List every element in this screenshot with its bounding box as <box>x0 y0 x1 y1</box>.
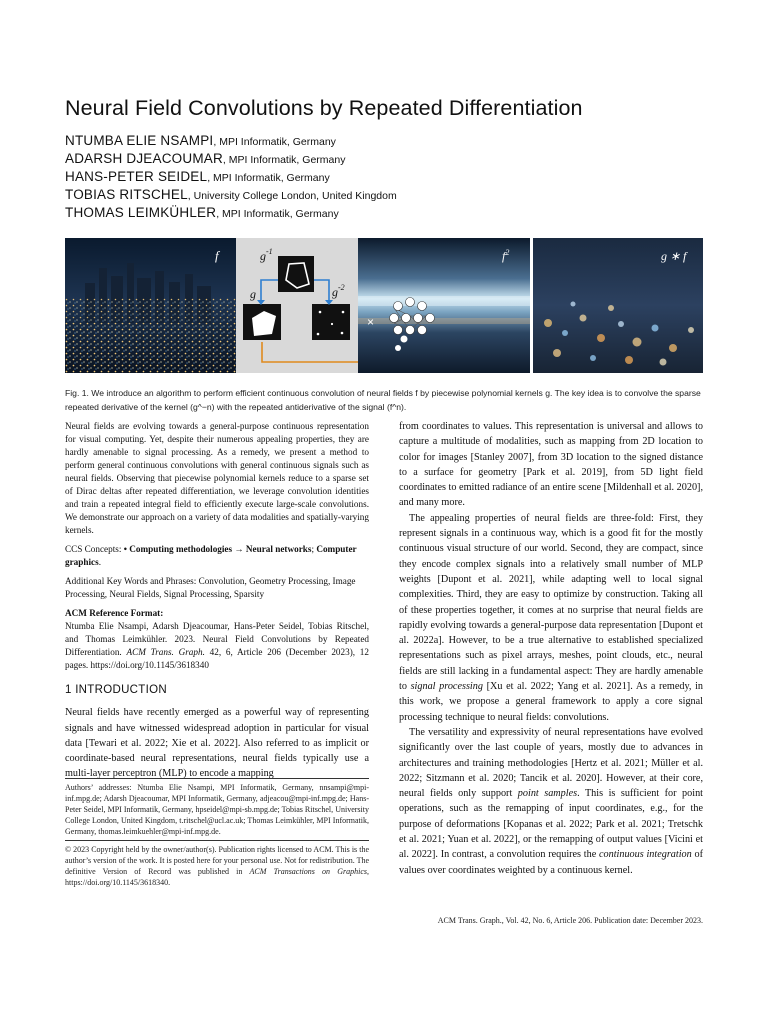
author-affiliation: , MPI Informatik, Germany <box>222 154 346 166</box>
author-name: TOBIAS RITSCHEL <box>65 187 188 202</box>
author-name: ADARSH DJEACOUMAR <box>65 151 223 166</box>
author-4 <box>65 186 725 204</box>
page-title: Neural Field Convolutions by Repeated Differentiation <box>65 96 583 120</box>
figure-panel-signal <box>65 238 236 373</box>
label-convolution: g ∗ f <box>661 249 687 263</box>
paragraph-1: from coordinates to values. This representation is universal and allows to capture a multitude of modalities, such as mapping from 2D location to color for images [Stanley 2007], from 3D location to the signed distance to a surface for geometry [Park et al. 2019], from 5D light field coordinates to emitted radiance of an entire scene [Mildenhall et al. 2020], and many more. <box>399 421 703 509</box>
author-addresses: Authors’ addresses: Ntumba Elie Nsampi, MPI Informatik, Germany, nnsampi@mpi-inf.mpg.de; Adarsh Djeacoumar, MPI Informatik, Germany, adjeacou@mpi-inf.mpg.de; Hans-Peter Seidel, MPI Informatik, Germany, hpseidel@mpi-sb.mpg.de; Tobias Ritschel, University College London, United Kingdom, t.ritschel@ucl.ac.uk; Thomas Leimkühler, MPI Informatik, Germany, thomas.leimkuehler@mpi-inf.mpg.de. <box>65 783 369 836</box>
label-f-squared: $f^2$ <box>502 248 510 263</box>
author-5 <box>65 204 725 222</box>
author-affiliation: , MPI Informatik, Germany <box>213 136 336 148</box>
blurred-stripes-image <box>358 238 530 373</box>
kernel-diagram <box>236 238 358 373</box>
intro-paragraph: Neural fields have recently emerged as a powerful way of representing signals and have witnessed widespread adoption in particular for visual data [Tewari et al. 2022; Xie et al. 2022]. Also referred to as implicit or coordinate-based neural representations, neural fields typically use a multi-layer perceptron (MLP) to encode a mapping <box>65 707 369 780</box>
copyright-notice: © 2023 Copyright held by the owner/author(s). Publication rights licensed to ACM. This is the author’s version of the work. It is posted here for your personal use. Not for redistribution. The definitive Version of Record was published in ACM Transactions on Graphics, https://doi.org/10.1145/3618340. <box>65 845 369 887</box>
label-g-derivative: $g^{-2}$ <box>332 283 345 299</box>
author-1 <box>65 132 725 150</box>
author-affiliation: , University College London, United Kingdom <box>187 190 397 202</box>
page-footer: ACM Trans. Graph., Vol. 42, No. 6, Article 206. Publication date: December 2023. <box>437 916 703 925</box>
figure-panel-antiderivative <box>358 238 530 373</box>
left-column <box>65 420 369 782</box>
author-affiliation: , MPI Informatik, Germany <box>216 208 339 220</box>
multiply-symbol: × <box>367 315 375 329</box>
author-list <box>65 132 725 222</box>
figure-panel-kernel <box>236 238 358 373</box>
author-name: NTUMBA ELIE NSAMPI <box>65 133 214 148</box>
acm-reference-heading: ACM Reference Format: <box>65 608 164 618</box>
figure-panel-result <box>533 238 703 373</box>
abstract: Neural fields are evolving towards a general-purpose continuous representation for visual computing. Yet, despite their numerous appealing properties, they are hardly amenable to signal processing. As a remedy, we present a method to perform general continuous convolutions with general continuous signals such as neural fields. Observing that piecewise polynomial kernels reduce to a sparse set of Dirac deltas after repeated differentiation, we leverage convolution identities and train a repeated integral field to efficiently execute large-scale convolutions. We demonstrate our approach on a variety of data modalities and spatially-varying kernels. <box>65 421 369 535</box>
city-night-image <box>65 238 236 373</box>
footnote-rule <box>65 778 369 779</box>
blurred-city-image <box>533 238 703 373</box>
acm-reference: Ntumba Elie Nsampi, Adarsh Djeacoumar, Hans-Peter Seidel, Tobias Ritschel, and Thomas Leimkühler. 2023. Neural Field Convolutions by Repeated Differentiation. ACM Trans. Graph. 42, 6, Article 206 (December 2023), 12 pages. https://doi.org/10.1145/3618340 <box>65 621 369 670</box>
paragraph-2: The appealing properties of neural fields are three-fold: First, they represent signals in a continuous way, which is a good fit for the mostly continuous visual structure of our world. Second, they are compact, since they encode complex signals into a relatively small number of MLP weights [Dupont et al. 2021], while adapting well to local signal complexities. Third, they are easy to optimize by construction. Taking all of these properties together, it comes at no surprise that neural fields are rapidly evolving towards a general-purpose data representation [Dupont et al. 2022a]. However, to be a true alternative to established specialized representations such as pixel arrays, meshes, point clouds, etc., neural fields are still lacking in a fundamental aspect: They are hardly amenable to signal processing [Xu et al. 2022; Yang et al. 2021]. As a remedy, in this work, we propose a general framework to apply a core signal processing technique to neural fields: convolutions. <box>399 512 704 723</box>
author-name: HANS-PETER SEIDEL <box>65 169 208 184</box>
label-g: g <box>250 287 256 301</box>
keywords: Additional Key Words and Phrases: Convolution, Geometry Processing, Image Processing, Neural Fields, Signal Processing, Sparsity <box>65 576 356 599</box>
ccs-concepts: CCS Concepts: • Computing methodologies → Neural networks; Computer graphics. <box>65 544 357 567</box>
section-heading-introduction: 1 INTRODUCTION <box>65 684 167 696</box>
paragraph-3: The versatility and expressivity of neural representations have evolved significantly over the last couple of years, mostly due to advances in architectures and training methodologies [Hertz et al. 2021; Müller et al. 2022; Sitzmann et al. 2020; Tancik et al. 2020]. However, at their core, neural fields only support point samples. This is sufficient for point operations, such as the remapping of input coordinates, e.g., for the purpose of deformations [Kopanas et al. 2022; Park et al. 2021; Tretschk et al. 2021; Yuan et al. 2022], or the remapping of output values [Vicini et al. 2022]. In contrast, a convolution requires the continuous integration of values over coordinates weighted by a continuous kernel. <box>399 726 703 876</box>
label-g-inverse: $g^{-1}$ <box>260 247 273 263</box>
copyright-rule <box>65 840 369 841</box>
figure-caption: Fig. 1. We introduce an algorithm to perform efficient continuous convolution of neural fields f by piecewise polynomial kernels g. The key idea is to convolve the sparse repeated derivative of the kernel (g^−n) with the repeated antiderivative of the signal (f^n). <box>65 388 701 412</box>
author-3 <box>65 168 725 186</box>
author-2 <box>65 150 725 168</box>
author-affiliation: , MPI Informatik, Germany <box>207 172 330 184</box>
label-f: f <box>215 248 219 263</box>
right-column <box>399 419 703 878</box>
author-name: THOMAS LEIMKÜHLER <box>65 205 217 220</box>
